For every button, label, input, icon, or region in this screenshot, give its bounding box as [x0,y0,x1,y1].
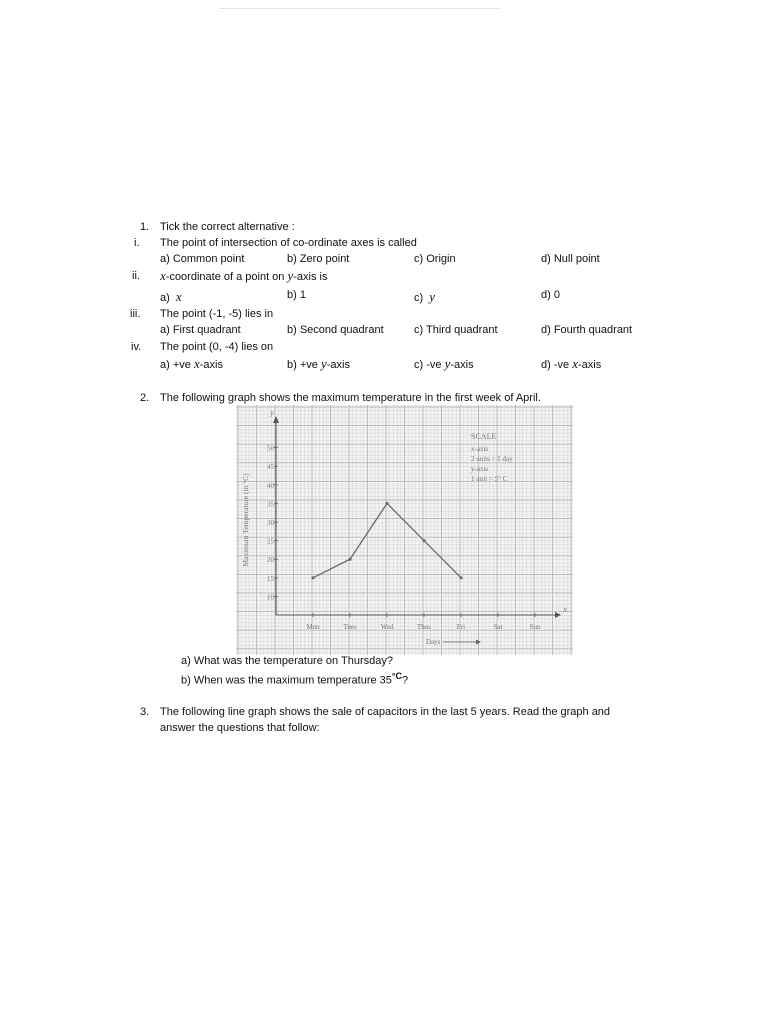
q1-iv-stem: The point (0, -4) lies on [160,341,274,353]
q2-text: The following graph shows the maximum temperature in the first week of April. [160,392,541,404]
y-tick-label: 35 [267,500,274,509]
q1-number: 1. [140,221,150,233]
y-tick-label: 40 [267,481,274,490]
q1-iii-option-b[interactable]: b) Second quadrant [287,324,384,336]
y-axis-label: Maximum Temperature (in °C) [241,473,250,567]
scale-line: y-axis [471,465,489,473]
q1-i-option-d[interactable]: d) Null point [541,253,600,265]
x-tick-label: Fri [456,623,466,631]
y-tick-label: 10 [267,593,274,602]
x-tick-label: Wed [380,623,394,631]
q1-ii-option-d[interactable]: d) 0 [541,289,560,301]
q3-number: 3. [140,706,150,718]
x-tick-label: Tues [343,623,357,631]
q1-i-number: i. [134,237,140,249]
temperature-graph [236,405,573,655]
data-point [348,558,351,561]
y-tick-label: 50 [267,444,274,453]
q2-sub-a: a) What was the temperature on Thursday? [181,655,393,667]
temperature-line-chart [236,405,573,655]
q1-i-option-a[interactable]: a) Common point [160,253,245,265]
q1-i-option-b[interactable]: b) Zero point [287,253,350,265]
q1-iii-number: iii. [130,308,141,320]
q3-line2: answer the questions that follow: [160,722,320,734]
scale-title: SCALE [471,432,497,441]
y-tick-label: 25 [267,537,274,546]
faint-header-line [220,8,500,12]
y-tick-label: 20 [267,556,274,565]
q1-iv-option-b[interactable]: b) +ve y-axis [287,356,350,371]
q1-iv-option-a[interactable]: a) +ve x-axis [160,356,223,371]
scale-line: 2 units = 1 day [471,455,513,463]
scale-line: x-axis [471,445,489,453]
data-point [459,576,462,579]
q1-ii-option-a[interactable]: a) x [160,289,182,304]
q3-line1: The following line graph shows the sale of capacitors in the last 5 years. Read the graph and [160,706,611,718]
variable-y: y [287,268,294,283]
x-tick-label: Thus [417,623,431,631]
scale-line: 1 unit = 5° C [471,475,508,483]
q1-iii-option-a[interactable]: a) First quadrant [160,324,241,336]
q1-i-option-c[interactable]: c) Origin [414,253,456,265]
x-tick-label: Sat [493,623,503,631]
data-point [422,539,425,542]
q1-iii-option-d[interactable]: d) Fourth quadrant [541,324,633,336]
q1-iv-option-c[interactable]: c) -ve y-axis [414,356,474,371]
q1-ii-number: ii. [132,270,140,282]
q1-iii-option-c[interactable]: c) Third quadrant [414,324,498,336]
q1-ii-option-b[interactable]: b) 1 [287,289,306,301]
y-axis-letter: y [270,408,274,417]
q1-iii-stem: The point (-1, -5) lies in [160,308,274,320]
q1-iv-option-d[interactable]: d) -ve x-axis [541,356,602,371]
q1-title: Tick the correct alternative : [160,221,295,233]
y-tick-label: 30 [267,519,274,527]
y-tick-label: 15 [267,574,274,583]
x-tick-label: Sun [529,623,541,631]
x-axis-label: Days [426,638,441,646]
y-tick-label: 45 [267,463,274,472]
variable-x: x [160,268,166,283]
q1-i-stem: The point of intersection of co-ordinate axes is called [160,237,417,249]
x-axis-letter: x [563,605,567,614]
q1-iv-number: iv. [131,341,142,353]
data-point [311,576,314,579]
q2-number: 2. [140,392,150,404]
q2-sub-b: b) When was the maximum temperature $35^{^\circ C}$? [181,671,409,687]
q1-ii-option-c[interactable]: c) y [414,289,436,304]
x-tick-label: Mon [306,623,320,631]
q1-ii-stem: x-coordinate of a point on y-axis is [160,268,328,283]
data-point [385,502,388,505]
